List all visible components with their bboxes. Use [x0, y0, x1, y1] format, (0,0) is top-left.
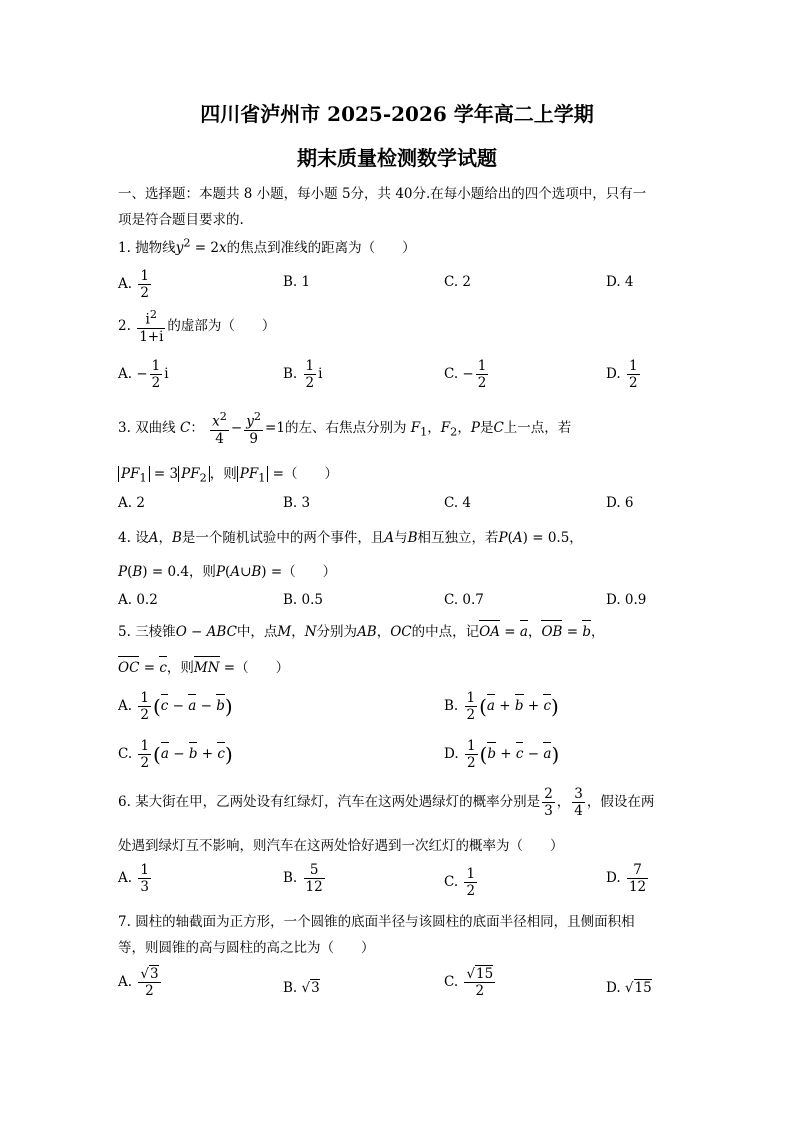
question-2-option-c[interactable]: C. − $\frac{1}{2}$	[444, 358, 487, 392]
question-1-option-a[interactable]: A. $\frac{1}{2}$	[118, 268, 149, 302]
paper-title-line2: 期末质量检测数学试题	[297, 146, 497, 170]
question-2-stem: 2. $\frac{i^2}{1+i}$ 的虚部为（ ）	[118, 308, 276, 345]
question-4-option-b[interactable]: B. 0.5	[283, 592, 323, 608]
question-6-option-d[interactable]: D. $\frac{7}{12}$	[606, 862, 647, 896]
question-4-option-a[interactable]: A. 0.2	[118, 592, 158, 608]
question-2-option-a[interactable]: A. − $\frac{1}{2}$ i	[118, 358, 169, 392]
section-instructions-line2: 项是符合题目要求的.	[118, 212, 244, 228]
question-5-option-a[interactable]: A. $\frac{1}{2}$ (c − a − b)	[118, 690, 233, 724]
question-3-stem-line2: $PF_1 = 3$ $PF_2$ ，则 $PF_1$ =（ ）	[118, 462, 338, 485]
question-7-stem-line1: 7. 圆柱的轴截面为正方形，一个圆锥的底面半径与该圆柱的底面半径相同，且侧面积相	[118, 914, 635, 930]
question-4-stem-line2: P(B) = 0.4，则P(A∪B) =（ ）	[118, 564, 337, 580]
question-4-stem-line1: 4. 设A，B是一个随机试验中的两个事件，且A与B相互独立，若P(A) = 0.5，	[118, 530, 583, 546]
question-3-option-d[interactable]: D. 6	[606, 495, 634, 511]
paper-title-line1: 四川省泸州市 2025-2026 学年高二上学期	[200, 102, 594, 126]
question-4-option-d[interactable]: D. 0.9	[606, 592, 647, 608]
question-2-option-b[interactable]: B. $\frac{1}{2}$ i	[283, 358, 323, 392]
question-3-option-b[interactable]: B. 3	[283, 495, 311, 511]
question-4-option-c[interactable]: C. 0.7	[444, 592, 484, 608]
question-5-stem-line2: OC = c，则MN =（ ）	[118, 660, 290, 676]
section-instructions-line1: 一、选择题：本题共 8 小题，每小题 5分，共 40分.在每小题给出的四个选项中，只有一	[118, 186, 647, 202]
question-6-option-b[interactable]: B. $\frac{5}{12}$	[283, 862, 323, 896]
question-7-option-d[interactable]: D. √15	[606, 980, 652, 996]
question-3-stem-line1: 3. 双曲线 C： $\frac{x^2}{4}$ − $\frac{y^2}{9}$ =1的左、右焦点分别为 $F_1$，$F_2$，P是C上一点，若	[118, 410, 572, 447]
question-7-stem-line2: 等，则圆锥的高与圆柱的高之比为（ ）	[118, 940, 375, 956]
question-3-option-c[interactable]: C. 4	[444, 495, 472, 511]
question-5-stem-line1: 5. 三棱锥O − ABC中，点M，N分别为AB，OC的中点，记OA = a，OB = b，	[118, 624, 605, 640]
question-1-stem: 1. 抛物线$y^2 = 2x$的焦点到准线的距离为（ ）	[118, 236, 416, 256]
question-6-stem-line1: 6. 某大街在甲，乙两处设有红绿灯，汽车在这两处遇绿灯的概率分别是 $\frac{2}{3}$ ， $\frac{3}{4}$ ，假设在两	[118, 786, 655, 820]
question-1-option-d[interactable]: D. 4	[606, 274, 634, 290]
question-7-option-c[interactable]: C. $\frac{√15}{2}$	[444, 966, 494, 1000]
question-5-option-d[interactable]: D. $\frac{1}{2}$ (b + c − a)	[444, 738, 560, 772]
question-1-option-b[interactable]: B. 1	[283, 274, 311, 290]
question-6-stem-line2: 处遇到绿灯互不影响，则汽车在这两处恰好遇到一次红灯的概率为（ ）	[118, 838, 564, 854]
question-3-option-a[interactable]: A. 2	[118, 495, 145, 511]
question-2-option-d[interactable]: D. $\frac{1}{2}$	[606, 358, 638, 392]
question-7-option-b[interactable]: B. √3	[283, 980, 320, 996]
question-5-option-b[interactable]: B. $\frac{1}{2}$ (a + b + c)	[444, 690, 559, 724]
question-6-option-c[interactable]: C. $\frac{1}{2}$	[444, 866, 476, 900]
question-5-option-c[interactable]: C. $\frac{1}{2}$ (a − b + c)	[118, 738, 233, 772]
question-7-option-a[interactable]: A. $\frac{√3}{2}$	[118, 966, 159, 1000]
question-6-option-a[interactable]: A. $\frac{1}{3}$	[118, 862, 149, 896]
question-1-option-c[interactable]: C. 2	[444, 274, 472, 290]
